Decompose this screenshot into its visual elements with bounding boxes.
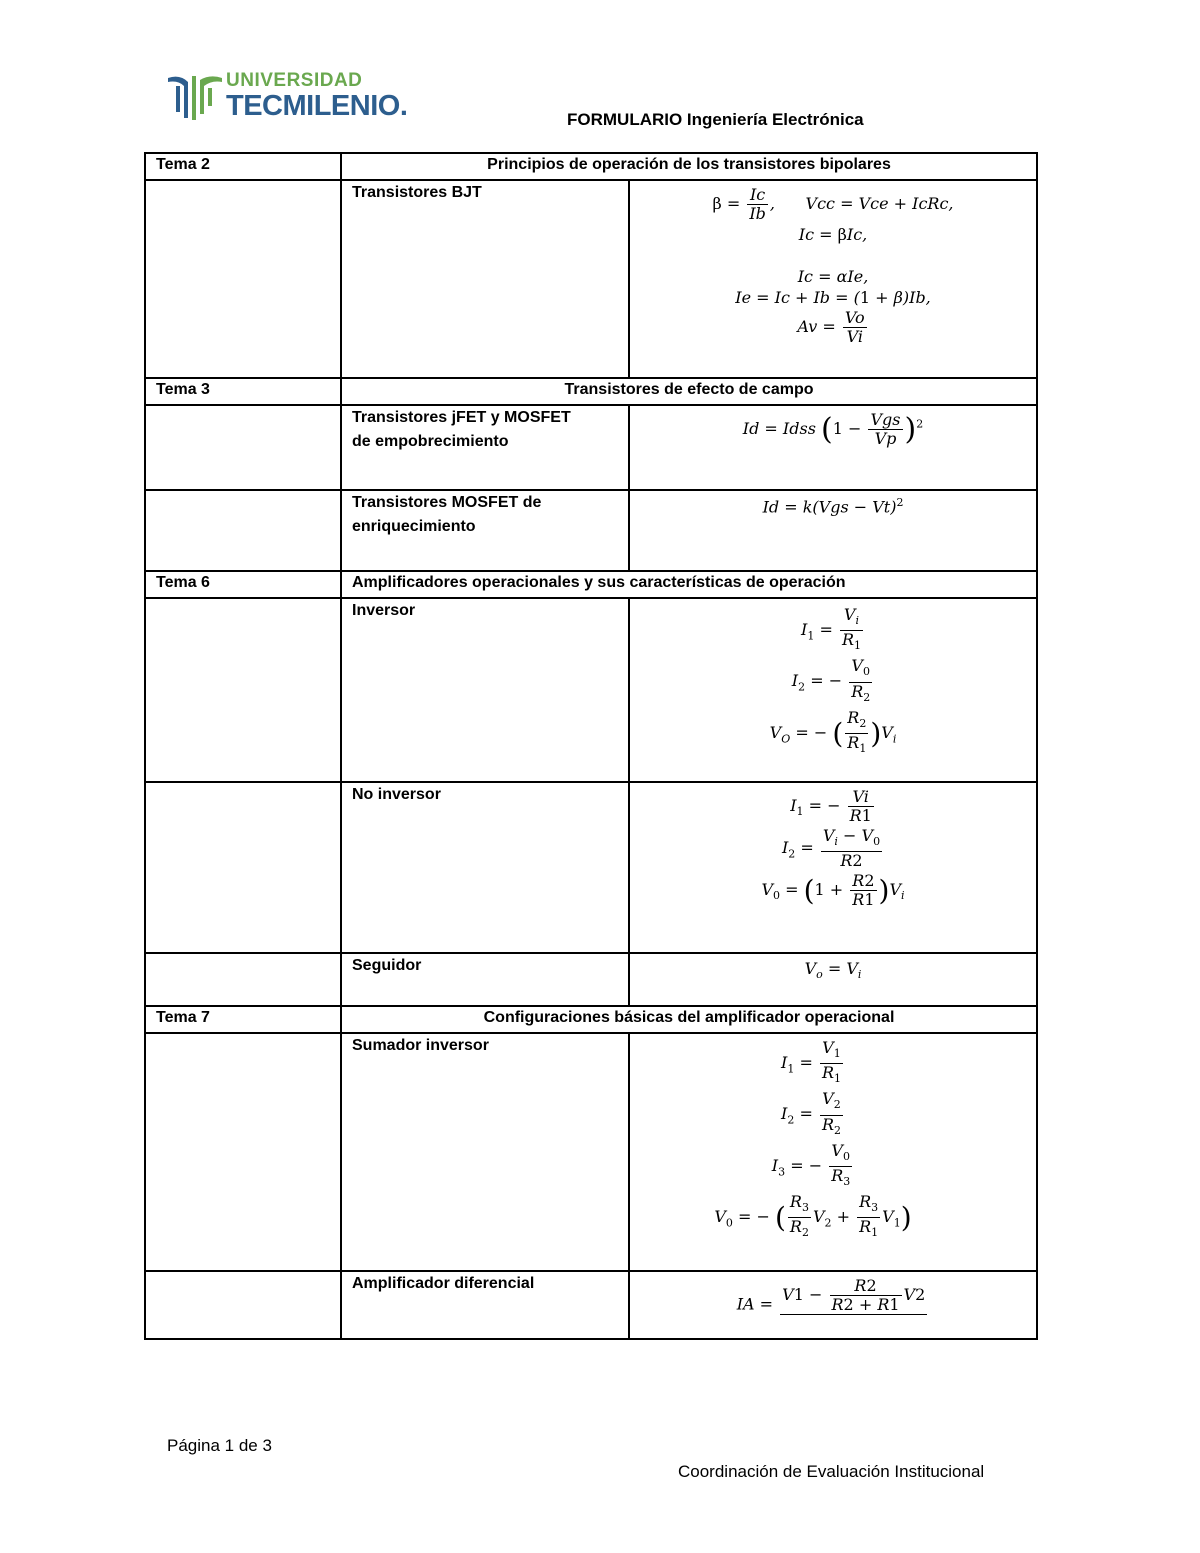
table-row	[145, 598, 1037, 782]
sumador-formulas: $I_1$ = $\frac{V_1}{R_1}$ $I_2$ = $\frac{V_2}{R_2}$ $I_3$ = − $\frac{V_0}{R_3}$ $V_0$ = − ( $\frac{R_3}{R_2}$ $V_2$ + $\frac{R_3}{R_1}$ $V_1$)	[714, 1038, 912, 1240]
row-label: Inversor	[341, 598, 629, 782]
tema-label: Tema 7	[145, 1006, 341, 1033]
tema-heading: Amplificadores operacionales y sus características de operación	[341, 571, 1037, 598]
tema-row	[145, 571, 1037, 598]
no-inversor-formulas: $I_1$ = − $\frac{Vi}{R1}$ $I_2$ = $\frac{V_i - V_0}{R2}$ $V_0 = (1$ + $\frac{R2}{R1}$ )$V_i$	[761, 787, 905, 910]
table-row	[145, 405, 1037, 490]
bjt-formulas: β = $\frac{Ic}{Ib}$ , Vcc = Vce + IcRc, Ic = βIc, Ic = αIe, Ie = Ic + Ib = (1 + β)Ib, Av = $\frac{Vo}{Vi}$	[712, 185, 954, 346]
tecmilenio-logo-icon	[166, 72, 224, 122]
tema-heading: Principios de operación de los transistores bipolares	[341, 153, 1037, 180]
tema-heading: Configuraciones básicas del amplificador operacional	[341, 1006, 1037, 1033]
formula-cell	[629, 490, 1037, 571]
row-label: Amplificador diferencial	[341, 1271, 629, 1339]
logo-text-top: UNIVERSIDAD	[226, 70, 363, 91]
tema-row	[145, 378, 1037, 405]
document-title: FORMULARIO Ingeniería Electrónica	[567, 110, 864, 129]
formula-cell	[629, 953, 1037, 1006]
formula-cell	[629, 598, 1037, 782]
tema-heading: Transistores de efecto de campo	[341, 378, 1037, 405]
page-number: Página 1 de 3	[167, 1436, 272, 1455]
tema-label: Tema 2	[145, 153, 341, 180]
footer-coordination: Coordinación de Evaluación Institucional	[678, 1462, 985, 1481]
tema-label: Tema 6	[145, 571, 341, 598]
tema-row	[145, 1006, 1037, 1033]
table-row	[145, 1271, 1037, 1339]
row-label: Transistores MOSFET de enriquecimiento	[341, 490, 629, 571]
table-row	[145, 782, 1037, 953]
jfet-formula: Id = Idss (1 − $\frac{\text{Vgs}}{Vp}$ )$^2$	[742, 410, 924, 448]
seguidor-formula: $V_o = V_i$	[804, 959, 862, 982]
formula-cell	[629, 405, 1037, 490]
table-row	[145, 953, 1037, 1006]
formula-cell	[629, 1271, 1037, 1339]
tema-label: Tema 3	[145, 378, 341, 405]
inversor-formulas: $I_1$ = $\frac{V_i}{R_1}$ $I_2$ = − $\frac{V_0}{R_2}$ $V_O$ = − ( $\frac{R_2}{R_1}$ )$V_i$	[769, 605, 897, 756]
university-logo	[166, 70, 436, 126]
table-row	[145, 490, 1037, 571]
row-label: Sumador inversor	[341, 1033, 629, 1271]
row-label: Transistores jFET y MOSFET de empobrecimiento	[341, 405, 629, 490]
row-label: No inversor	[341, 782, 629, 953]
diferencial-formula: IA = V1 − $\frac{R2}{R2 + R1}$ V2	[736, 1276, 926, 1314]
formula-table	[144, 152, 1038, 1340]
mosfet-formula: Id = k(Vgs − Vt)$^2$	[762, 496, 904, 517]
tema-row	[145, 153, 1037, 180]
formula-cell	[629, 782, 1037, 953]
row-label: Transistores BJT	[341, 180, 629, 378]
table-row	[145, 1033, 1037, 1271]
row-label: Seguidor	[341, 953, 629, 1006]
table-row	[145, 180, 1037, 378]
formula-cell	[629, 1033, 1037, 1271]
formula-cell	[629, 180, 1037, 378]
logo-text-main: TECMILENIO.	[226, 90, 408, 122]
